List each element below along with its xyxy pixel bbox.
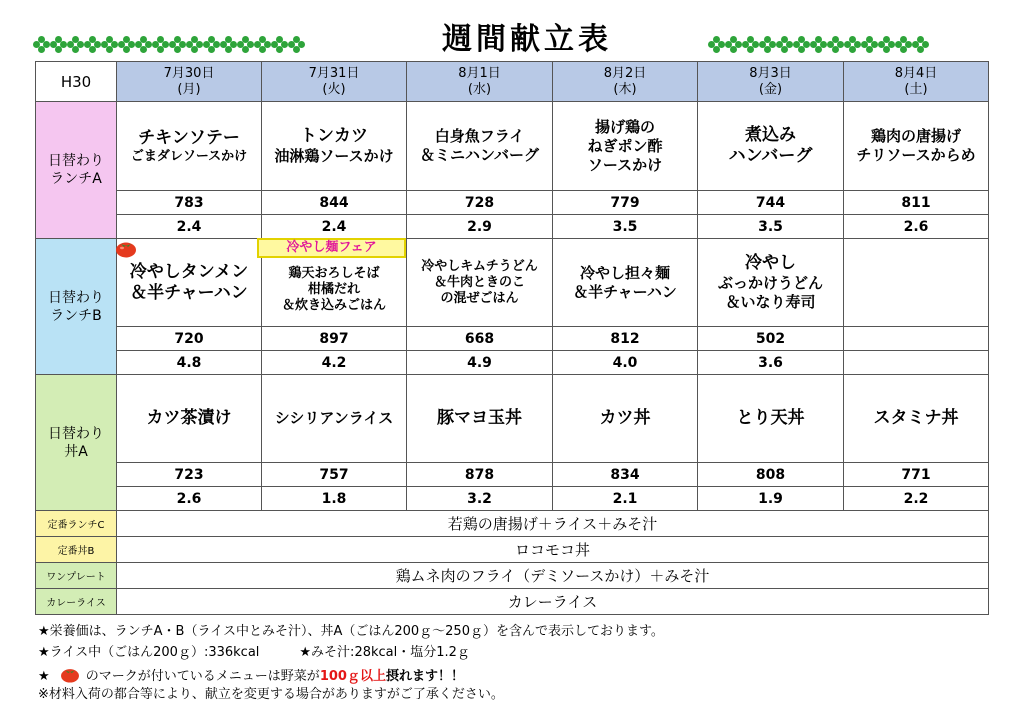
energy-value: 771 [844, 463, 989, 487]
note-veg-end: 摂れます！！ [385, 669, 464, 684]
clover-icon [776, 36, 793, 53]
energy-value: 779 [553, 191, 698, 215]
energy-value: 844 [262, 191, 407, 215]
clover-icon [271, 36, 288, 53]
fixed-menu: カレーライス [117, 589, 989, 615]
salt-value: 2.9 [407, 215, 553, 239]
day-header: 8月1日 (水) [407, 62, 553, 102]
don-a-dish: スタミナ丼 [844, 375, 989, 463]
clover-icon [50, 36, 67, 53]
don-a-dish-row [36, 375, 989, 463]
lunch-b-salt-row [36, 351, 989, 375]
lunch-a-salt-row [36, 215, 989, 239]
energy-value [844, 327, 989, 351]
day-header: 8月4日 (土) [844, 62, 989, 102]
salt-value: 3.5 [698, 215, 844, 239]
energy-value: 720 [117, 327, 262, 351]
clover-icon [169, 36, 186, 53]
note-rice-soup [38, 644, 470, 662]
clover-icon [725, 36, 742, 53]
corner-label: H30 [36, 62, 117, 102]
fixed-label: カレーライス [36, 589, 117, 615]
salt-value: 2.6 [844, 215, 989, 239]
note-star: ★ [38, 669, 50, 684]
lunch-a-dish: 白身魚フライ ＆ミニハンバーグ [407, 102, 553, 191]
clover-icon [152, 36, 169, 53]
energy-value: 502 [698, 327, 844, 351]
salt-value: 3.5 [553, 215, 698, 239]
lunch-b-dish: 冷やし ぶっかけうどん ＆いなり寿司 [698, 239, 844, 327]
note-disclaimer: ※材料入荷の都合等により、献立を変更する場合がありますがご了承ください。 [38, 687, 504, 702]
don-a-dish: シシリアンライス [262, 375, 407, 463]
menu-table [35, 61, 989, 615]
salt-value: 4.9 [407, 351, 553, 375]
lunch-b-dish: 冷やしタンメン ＆半チャーハン [117, 239, 262, 327]
lunch-b-dish: 鶏天おろしそば 柑橘だれ ＆炊き込みごはん [262, 239, 407, 327]
clover-icon [254, 36, 271, 53]
fair-badge: 冷やし麺フェア [257, 238, 406, 258]
salt-value: 4.0 [553, 351, 698, 375]
lunch-a-dish: 煮込み ハンバーグ [698, 102, 844, 191]
lunch-b-dish-empty [844, 239, 989, 327]
header-row [36, 62, 989, 102]
salt-value: 4.2 [262, 351, 407, 375]
energy-value: 834 [553, 463, 698, 487]
clover-icon [135, 36, 152, 53]
salt-value: 2.4 [117, 215, 262, 239]
clover-border-left [33, 34, 345, 54]
clover-icon [878, 36, 895, 53]
energy-value: 897 [262, 327, 407, 351]
don-a-dish: カツ茶漬け [117, 375, 262, 463]
day-header: 7月30日 (月) [117, 62, 262, 102]
fixed-row [36, 537, 989, 563]
lunch-a-energy-row [36, 191, 989, 215]
lunch-b-energy-row [36, 327, 989, 351]
clover-icon [895, 36, 912, 53]
energy-value: 744 [698, 191, 844, 215]
note-nutrition: ★栄養価は、ランチA・B（ライス中とみそ汁）、丼A（ごはん200ｇ～250ｇ）を含んで表示しております。 [38, 624, 664, 639]
note-veg-text: のマークが付いているメニューは野菜が [85, 669, 320, 684]
clover-icon [844, 36, 861, 53]
fixed-menu: 鶏ムネ肉のフライ（デミソースかけ）＋みそ汁 [117, 563, 989, 589]
clover-icon [912, 36, 929, 53]
energy-value: 808 [698, 463, 844, 487]
clover-icon [288, 36, 305, 53]
note-rice: ★ライス中（ごはん200ｇ）:336kcal [38, 645, 260, 660]
clover-icon [67, 36, 84, 53]
fixed-label: ワンプレート [36, 563, 117, 589]
clover-icon [203, 36, 220, 53]
day-header: 7月31日 (火) [262, 62, 407, 102]
salt-value: 3.6 [698, 351, 844, 375]
day-header: 8月2日 (木) [553, 62, 698, 102]
salt-value: 2.1 [553, 487, 698, 511]
page-title: 週間献立表 [442, 22, 612, 57]
note-veg-amount: 100ｇ以上 [319, 669, 386, 684]
energy-value: 783 [117, 191, 262, 215]
salt-value: 2.2 [844, 487, 989, 511]
don-a-energy-row [36, 463, 989, 487]
energy-value: 723 [117, 463, 262, 487]
fixed-row [36, 563, 989, 589]
clover-icon [101, 36, 118, 53]
clover-border-right [708, 34, 988, 54]
clover-icon [793, 36, 810, 53]
lunch-b-dish: 冷やしキムチうどん ＆牛肉ときのこ の混ぜごはん [407, 239, 553, 327]
lunch-a-dish: トンカツ 油淋鶏ソースかけ [262, 102, 407, 191]
lunch-b-dish: 冷やし担々麺 ＆半チャーハン [553, 239, 698, 327]
salt-value: 3.2 [407, 487, 553, 511]
lunch-b-dish-row [36, 239, 989, 327]
lunch-a-dish: 鶏肉の唐揚げ チリソースからめ [844, 102, 989, 191]
day-header: 8月3日 (金) [698, 62, 844, 102]
lunch-a-dish: 揚げ鶏の ねぎポン酢 ソースかけ [553, 102, 698, 191]
salt-value [844, 351, 989, 375]
clover-icon [118, 36, 135, 53]
don-a-dish: 豚マヨ玉丼 [407, 375, 553, 463]
salt-value: 2.4 [262, 215, 407, 239]
clover-icon [810, 36, 827, 53]
tomato-icon [115, 239, 137, 258]
don-a-dish: カツ丼 [553, 375, 698, 463]
salt-value: 1.8 [262, 487, 407, 511]
clover-icon [237, 36, 254, 53]
clover-icon [708, 36, 725, 53]
tomato-icon [60, 666, 80, 683]
clover-icon [861, 36, 878, 53]
fixed-row [36, 589, 989, 615]
energy-value: 878 [407, 463, 553, 487]
note-vegetables [38, 666, 464, 686]
clover-icon [742, 36, 759, 53]
clover-icon [759, 36, 776, 53]
fixed-menu: 若鶏の唐揚げ＋ライス＋みそ汁 [117, 511, 989, 537]
don-a-label: 日替わり 丼A [36, 375, 117, 511]
energy-value: 812 [553, 327, 698, 351]
lunch-a-dish: チキンソテー ごまダレソースかけ [117, 102, 262, 191]
salt-value: 1.9 [698, 487, 844, 511]
don-a-salt-row [36, 487, 989, 511]
note-soup: ★みそ汁:28kcal・塩分1.2ｇ [299, 645, 470, 660]
fixed-row [36, 511, 989, 537]
clover-icon [186, 36, 203, 53]
fixed-label: 定番ランチC [36, 511, 117, 537]
lunch-a-dish-row [36, 102, 989, 191]
salt-value: 4.8 [117, 351, 262, 375]
energy-value: 728 [407, 191, 553, 215]
clover-icon [84, 36, 101, 53]
lunch-a-label: 日替わり ランチA [36, 102, 117, 239]
don-a-dish: とり天丼 [698, 375, 844, 463]
fixed-label: 定番丼B [36, 537, 117, 563]
clover-icon [33, 36, 50, 53]
fixed-menu: ロコモコ丼 [117, 537, 989, 563]
clover-icon [220, 36, 237, 53]
energy-value: 811 [844, 191, 989, 215]
lunch-b-label: 日替わり ランチB [36, 239, 117, 375]
energy-value: 757 [262, 463, 407, 487]
salt-value: 2.6 [117, 487, 262, 511]
energy-value: 668 [407, 327, 553, 351]
clover-icon [827, 36, 844, 53]
